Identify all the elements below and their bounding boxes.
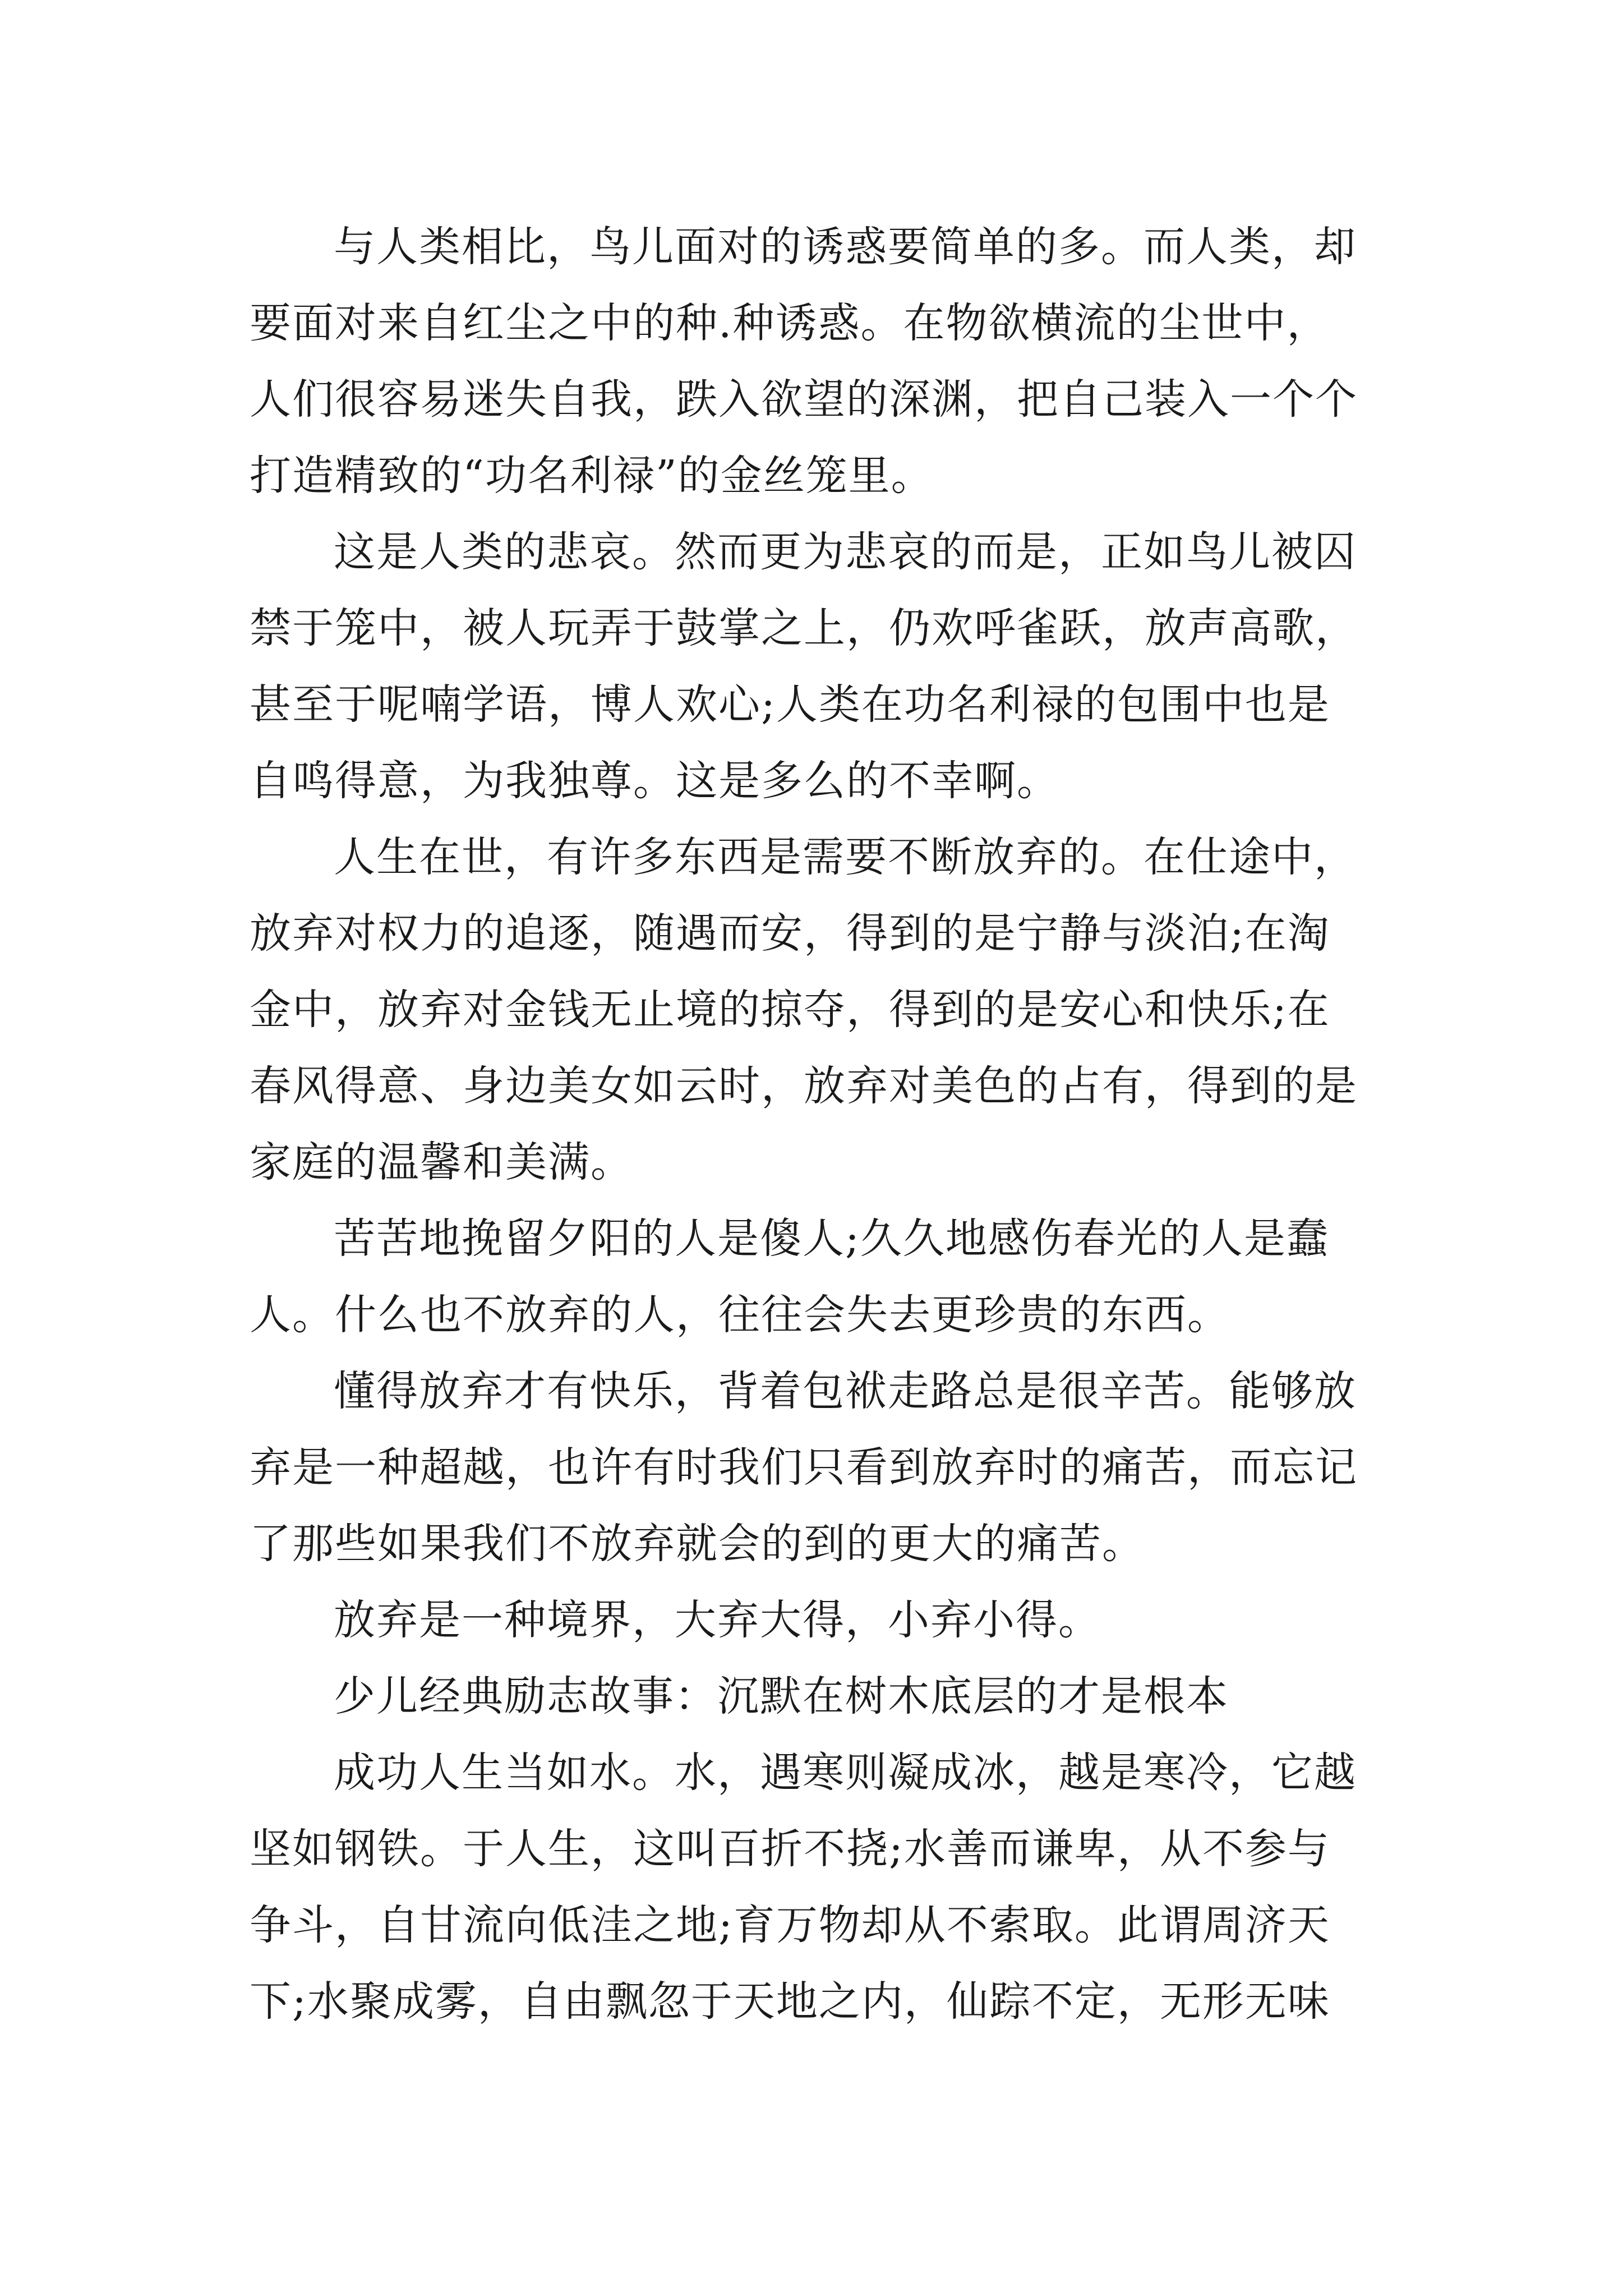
paragraph-line: 人们很容易迷失自我，跌入欲望的深渊，把自己装入一个个 <box>250 375 1358 424</box>
paragraph-line: 了那些如果我们不放弃就会的到的更大的痛苦。 <box>250 1520 1145 1568</box>
paragraph-line: 甚至于呢喃学语，博人欢心;人类在功名利禄的包围中也是 <box>250 680 1330 729</box>
paragraph-line: 人生在世，有许多东西是需要不断放弃的。在仕途中， <box>334 833 1357 881</box>
paragraph-line: 禁于笼中，被人玩弄于鼓掌之上，仍欢呼雀跃，放声高歌， <box>250 604 1358 652</box>
paragraph-line: 这是人类的悲哀。然而更为悲哀的而是，正如鸟儿被囚 <box>334 528 1357 576</box>
paragraph-line: 人。什么也不放弃的人，往往会失去更珍贵的东西。 <box>250 1291 1230 1339</box>
paragraph-line: 金中，放弃对金钱无止境的掠夺，得到的是安心和快乐;在 <box>250 986 1330 1034</box>
paragraph-line: 与人类相比，鸟儿面对的诱惑要简单的多。而人类，却 <box>334 223 1357 271</box>
paragraph-line: 放弃对权力的追逐，随遇而安，得到的是宁静与淡泊;在淘 <box>250 909 1330 958</box>
paragraph-line: 争斗，自甘流向低洼之地;育万物却从不索取。此谓周济天 <box>250 1901 1330 1949</box>
paragraph-line: 家庭的温馨和美满。 <box>250 1138 633 1186</box>
paragraph-line: 苦苦地挽留夕阳的人是傻人;久久地感伤春光的人是蠢 <box>334 1214 1329 1263</box>
story-heading: 少儿经典励志故事：沉默在树木底层的才是根本 <box>334 1672 1229 1720</box>
paragraph-line: 下;水聚成雾，自由飘忽于天地之内，仙踪不定，无形无味 <box>250 1977 1330 2026</box>
paragraph-line: 要面对来自红尘之中的种.种诱惑。在物欲横流的尘世中， <box>250 299 1330 347</box>
paragraph-line: 打造精致的“功名利禄”的金丝笼里。 <box>250 452 934 500</box>
paragraph-line: 坚如钢铁。于人生，这叫百折不挠;水善而谦卑，从不参与 <box>250 1825 1330 1873</box>
paragraph-line: 弃是一种超越，也许有时我们只看到放弃时的痛苦，而忘记 <box>250 1443 1358 1492</box>
paragraph-line: 成功人生当如水。水，遇寒则凝成冰，越是寒冷，它越 <box>334 1749 1357 1797</box>
body-text <box>250 209 1377 2040</box>
paragraph-line: 懂得放弃才有快乐，背着包袱走路总是很辛苦。能够放 <box>334 1367 1357 1415</box>
paragraph-line: 放弃是一种境界，大弃大得，小弃小得。 <box>334 1596 1101 1644</box>
paragraph-line: 自鸣得意，为我独尊。这是多么的不幸啊。 <box>250 757 1059 805</box>
paragraph-line: 春风得意、身边美女如云时，放弃对美色的占有，得到的是 <box>250 1062 1358 1110</box>
